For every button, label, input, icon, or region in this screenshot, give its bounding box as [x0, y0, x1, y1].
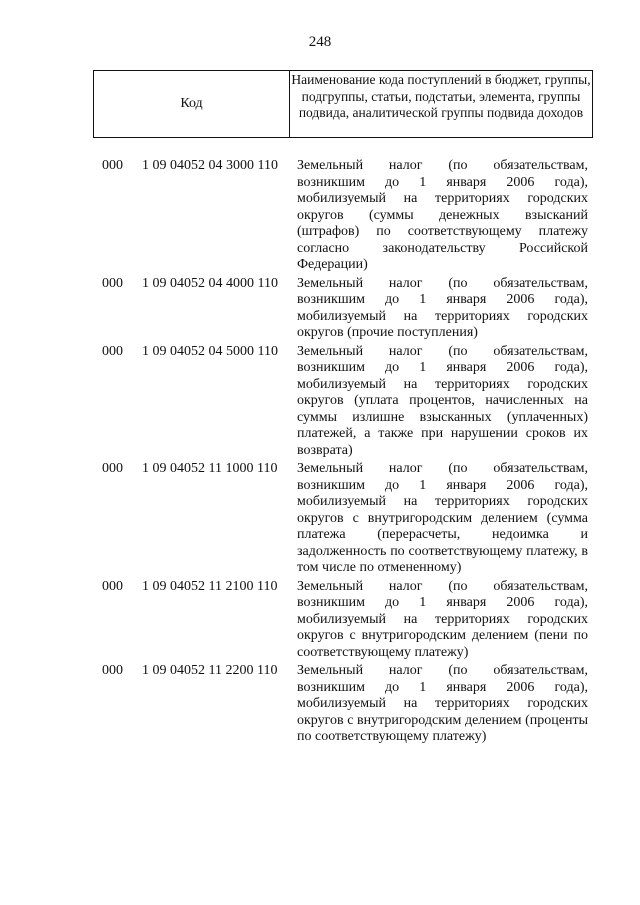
row-description: Земельный налог (по обязательствам, возникшим до 1 января 2006 года), мобилизуемый на территориях городских округов с внутригородским делением (сумма платежа (перерасчеты, недоимка и задолженность по соответствующему платежу, в том числе по отмененному) [297, 461, 588, 575]
header-code-cell: Код [94, 71, 290, 137]
table-body [0, 158, 640, 746]
row-budget-code: 1 09 04052 11 2200 110 [142, 663, 278, 678]
table-row [0, 579, 640, 662]
table-row [0, 461, 640, 577]
table-row [0, 158, 640, 274]
page-number: 248 [308, 34, 332, 50]
row-description: Земельный налог (по обязательствам, возникшим до 1 января 2006 года), мобилизуемый на территориях городских округов с внутригородским делением (пени по соответствующему платежу) [297, 578, 588, 660]
row-description: Земельный налог (по обязательствам, возникшим до 1 января 2006 года), мобилизуемый на территориях городских округов (суммы денежных взысканий (штрафов) по соответствующему платежу согласно законодательству Российской Федерации) [297, 158, 588, 272]
row-admin-code: 000 [102, 663, 123, 678]
row-budget-code: 1 09 04052 11 1000 110 [142, 461, 278, 476]
table-row [0, 276, 640, 342]
row-budget-code: 1 09 04052 11 2100 110 [142, 578, 278, 594]
row-admin-code: 000 [102, 343, 123, 359]
table-header [93, 70, 593, 138]
row-budget-code: 1 09 04052 04 4000 110 [142, 275, 278, 291]
row-admin-code: 000 [102, 275, 123, 291]
row-budget-code: 1 09 04052 04 5000 110 [142, 343, 278, 359]
table-row [0, 344, 640, 460]
row-admin-code: 000 [102, 158, 123, 173]
row-description: Земельный налог (по обязательствам, возникшим до 1 января 2006 года), мобилизуемый на территориях городских округов (уплата процентов, начисленных на суммы излишне взысканных (уплаченных) платежей, а также при нарушении сроков их возврата) [297, 343, 588, 458]
row-description: Земельный налог (по обязательствам, возникшим до 1 января 2006 года), мобилизуемый на территориях городских округов с внутригородским делением (проценты по соответствующему платежу) [297, 663, 588, 744]
header-name-cell: Наименование кода поступлений в бюджет, группы, подгруппы, статьи, подстатьи, элемента, группы подвида, аналитической группы подвида доходов [291, 72, 591, 120]
row-admin-code: 000 [102, 578, 123, 594]
row-budget-code: 1 09 04052 04 3000 110 [142, 158, 278, 173]
row-description: Земельный налог (по обязательствам, возникшим до 1 января 2006 года), мобилизуемый на территориях городских округов (прочие поступления) [297, 275, 588, 340]
table-row [0, 663, 640, 746]
row-admin-code: 000 [102, 461, 123, 476]
